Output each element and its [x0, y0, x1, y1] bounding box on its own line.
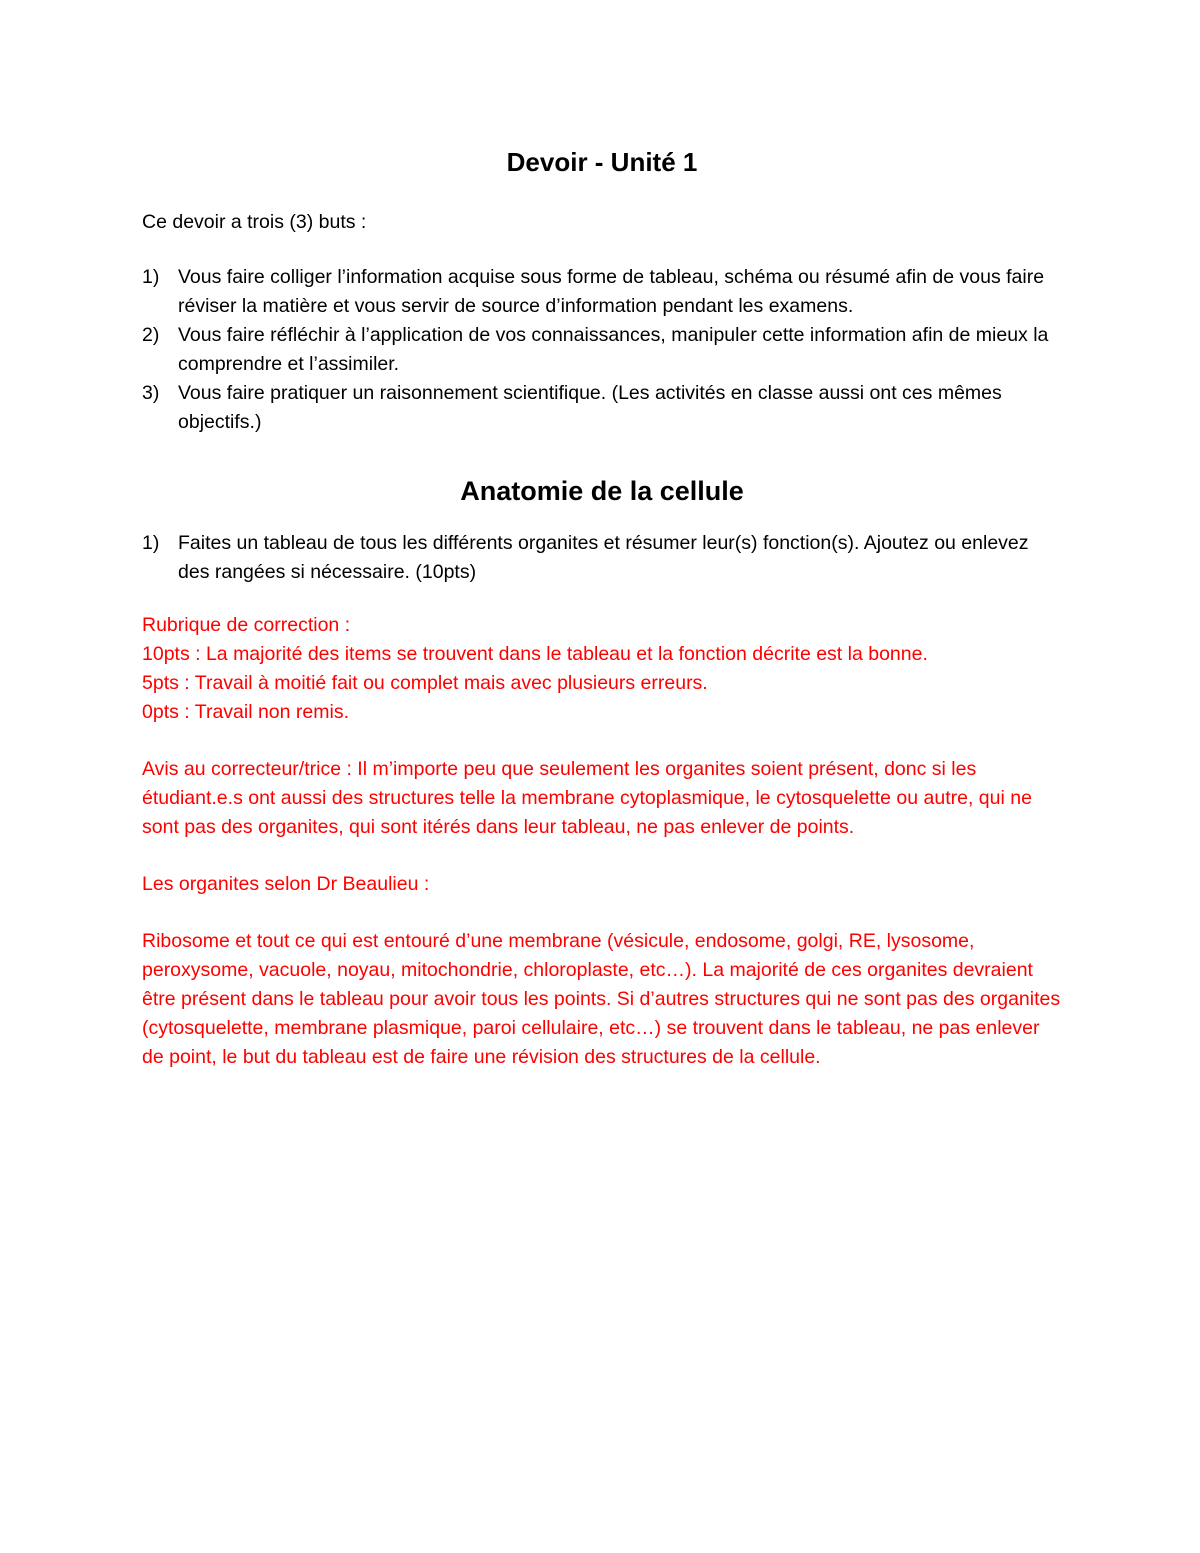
- spacer: [142, 587, 1062, 611]
- intro-text: Ce devoir a trois (3) buts :: [142, 211, 367, 233]
- spacer: [142, 899, 1062, 927]
- section-title: Anatomie de la cellule: [460, 476, 744, 506]
- list-item: [142, 263, 1062, 321]
- rubric-heading: Rubrique de correction :: [142, 614, 351, 636]
- spacer: [142, 727, 1062, 755]
- rubric-line: 5pts : Travail à moitié fait ou complet mais avec plusieurs erreurs.: [142, 672, 708, 694]
- rubric-line: 10pts : La majorité des items se trouvent dans le tableau et la fonction décrite est la bonne.: [142, 643, 928, 665]
- list-item-number: 2): [142, 324, 160, 346]
- list-item: [142, 321, 1062, 379]
- organites-text: Ribosome et tout ce qui est entouré d’une membrane (vésicule, endosome, golgi, RE, lysosome, peroxysome, vacuole, noyau, mitochondrie, chloroplaste, etc…). La majorité de ces organites devraient être présent dans le tableau pour avoir tous les points. Si d’autres structures qui ne sont pas des organites (cytosquelette, membrane plasmique, paroi cellulaire, etc…) se trouvent dans le tableau, ne pas enlever de point, le but du tableau est de faire une révision des structures de la cellule.: [142, 930, 1061, 1068]
- list-item-number: 1): [142, 266, 160, 288]
- list-item-text: Vous faire colliger l’information acquise sous forme de tableau, schéma ou résumé afin de vous faire réviser la matière et vous servir de source d’information pendant les examens.: [178, 266, 1045, 317]
- list-item-text: Faites un tableau de tous les différents organites et résumer leur(s) fonction(s). Ajoutez ou enlevez des rangées si nécessaire. (10pts): [178, 532, 1029, 583]
- list-item-text: Vous faire pratiquer un raisonnement scientifique. (Les activités en classe aussi ont ces mêmes objectifs.): [178, 382, 1002, 433]
- list-item-text: Vous faire réfléchir à l’application de vos connaissances, manipuler cette information afin de mieux la comprendre et l’assimiler.: [178, 324, 1049, 375]
- list-item: [142, 379, 1062, 437]
- goals-list: [142, 263, 1062, 437]
- page-title: Devoir - Unité 1: [506, 147, 698, 177]
- rubric-block: [142, 611, 1062, 727]
- grader-notice: Avis au correcteur/trice : Il m’importe peu que seulement les organites soient présent, donc si les étudiant.e.s ont aussi des structures telle la membrane cytoplasmique, le cytosquelette ou autre, qui ne sont pas des organites, qui sont itérés dans leur tableau, ne pas enlever de points.: [142, 758, 1032, 838]
- document-content: [142, 140, 1062, 1072]
- organites-heading: Les organites selon Dr Beaulieu :: [142, 873, 430, 895]
- list-item-number: 3): [142, 382, 160, 404]
- list-item: [142, 529, 1062, 587]
- spacer: [142, 842, 1062, 870]
- questions-list: [142, 529, 1062, 587]
- rubric-line: 0pts : Travail non remis.: [142, 701, 349, 723]
- list-item-number: 1): [142, 532, 160, 554]
